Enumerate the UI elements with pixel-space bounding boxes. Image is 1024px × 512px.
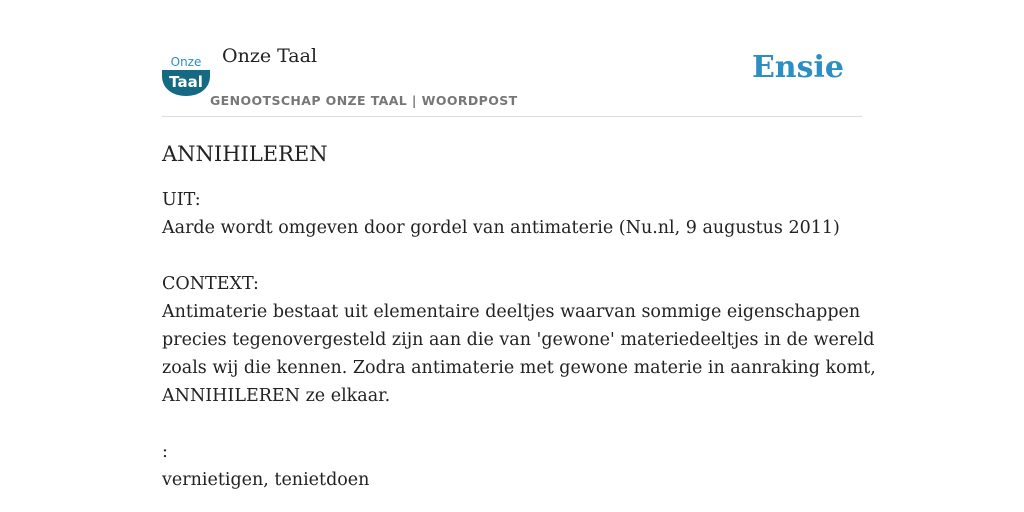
site-subtitle: GENOOTSCHAP ONZE TAAL | WOORDPOST bbox=[210, 93, 518, 108]
ensie-brand-logo[interactable]: Ensie bbox=[751, 50, 844, 85]
article-content bbox=[162, 136, 876, 494]
definition-label: : bbox=[162, 442, 168, 462]
logo-text-taal: Taal bbox=[169, 73, 203, 91]
context-line: precies tegenovergesteld zijn aan die van 'gewone' materiedeeltjes in de wereld bbox=[162, 330, 875, 350]
spacer bbox=[162, 242, 862, 270]
site-name[interactable]: Onze Taal bbox=[222, 45, 318, 67]
context-line: Antimaterie bestaat uit elementaire deeltjes waarvan sommige eigenschappen bbox=[162, 302, 861, 322]
page-title: ANNIHILEREN bbox=[162, 142, 328, 166]
context-line: ANNIHILEREN ze elkaar. bbox=[162, 386, 391, 406]
source-text: Aarde wordt omgeven door gordel van antimaterie (Nu.nl, 9 augustus 2011) bbox=[162, 218, 840, 238]
onze-taal-logo[interactable] bbox=[162, 54, 210, 96]
definition-text: vernietigen, tenietdoen bbox=[162, 470, 370, 490]
source-label: UIT: bbox=[162, 190, 201, 210]
context-label: CONTEXT: bbox=[162, 274, 259, 294]
context-line: zoals wij die kennen. Zodra antimaterie met gewone materie in aanraking komt, bbox=[162, 358, 876, 378]
logo-text-onze: Onze bbox=[170, 55, 202, 69]
site-header bbox=[162, 40, 862, 117]
spacer bbox=[162, 410, 862, 438]
